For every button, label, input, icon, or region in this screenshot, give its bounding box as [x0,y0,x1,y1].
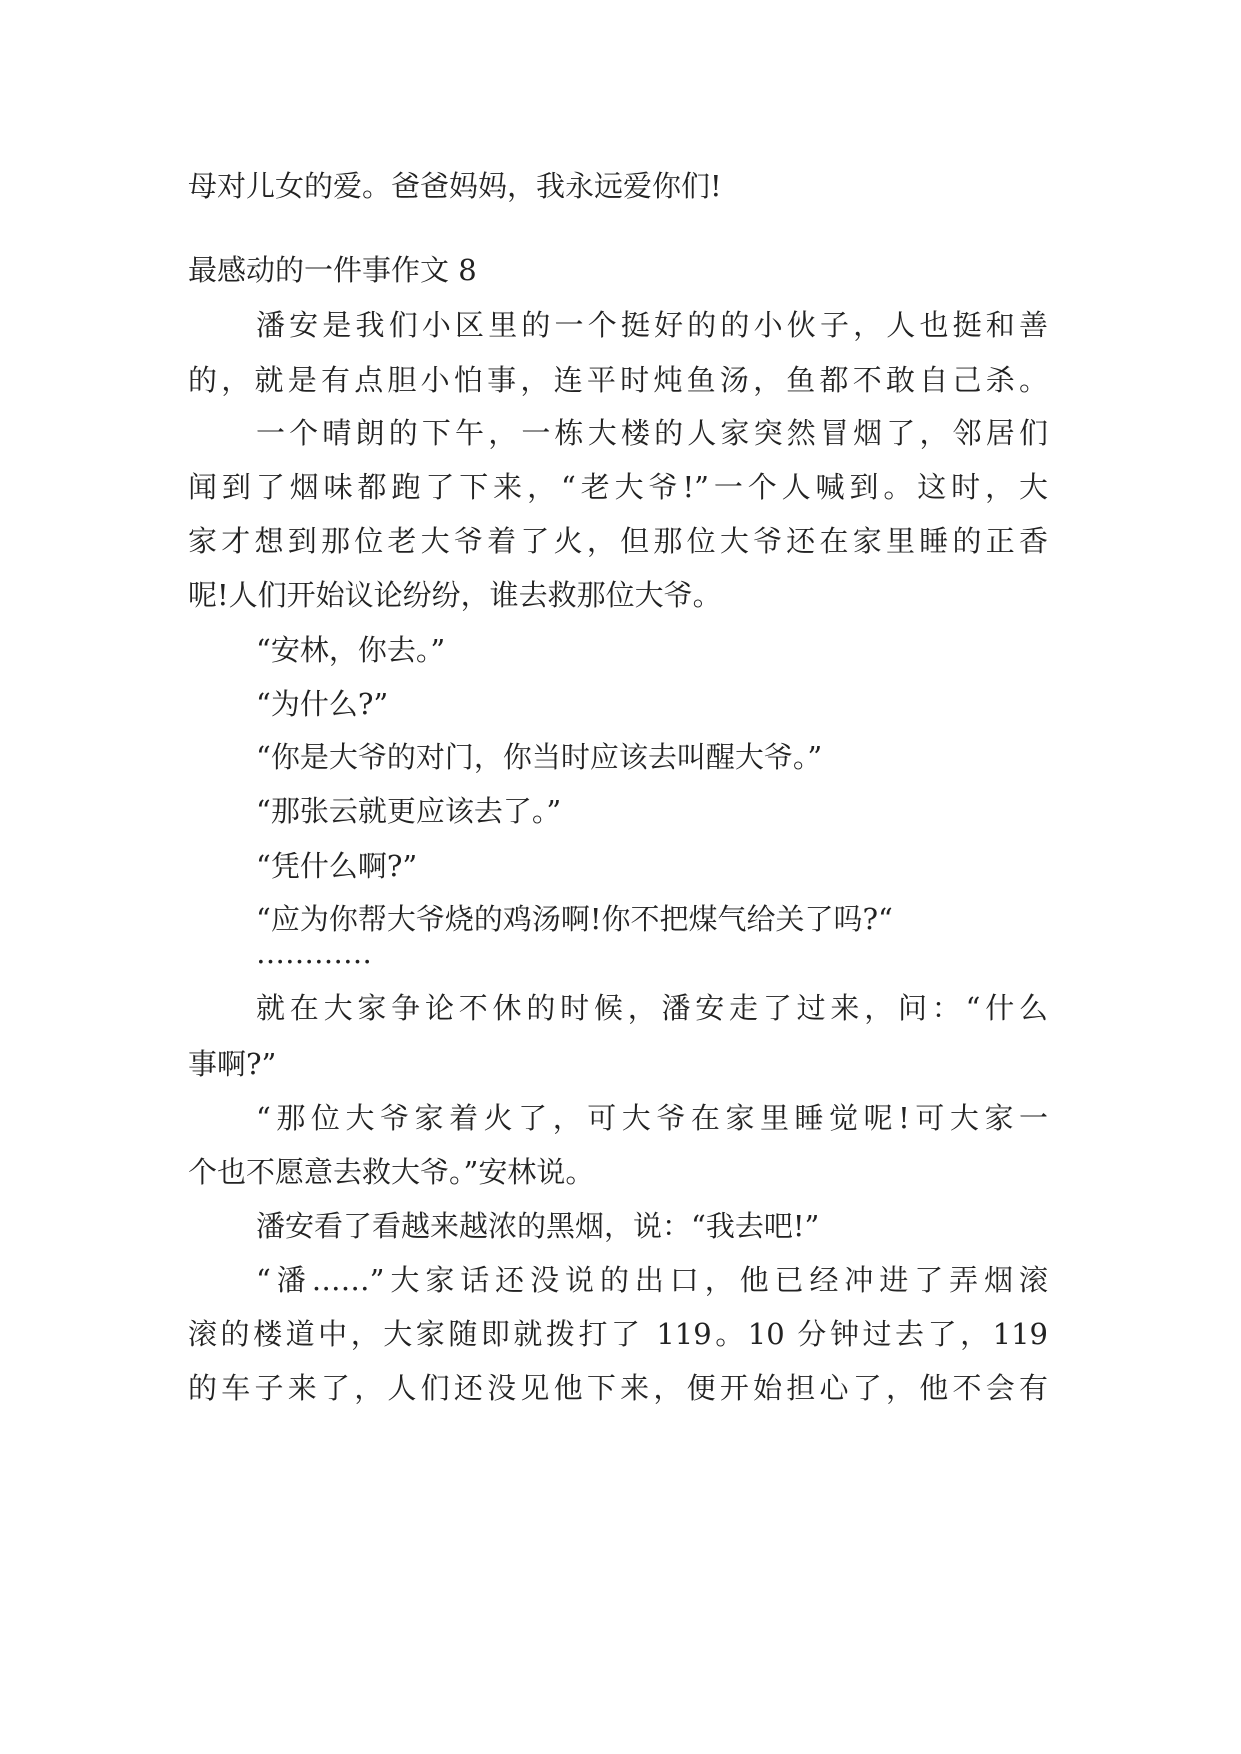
text-line: 的，就是有点胆小怕事，连平时炖鱼汤，鱼都不敢自己杀。 [188,363,1048,397]
text-line: 滚的楼道中，大家随即就拨打了 119。10 分钟过去了，119 [188,1317,1048,1351]
text-line: 家才想到那位老大爷着了火，但那位大爷还在家里睡的正香 [188,524,1048,558]
text-line: “凭什么啊?” [256,849,418,883]
text-line: 母对儿女的爱。爸爸妈妈，我永远爱你们! [188,169,722,203]
text-line: 潘安是我们小区里的一个挺好的的小伙子，人也挺和善 [256,308,1048,342]
text-line: “为什么?” [256,687,389,721]
text-line: 个也不愿意去救大爷。”安林说。 [188,1155,595,1189]
text-line: “应为你帮大爷烧的鸡汤啊!你不把煤气给关了吗?“ [256,902,893,936]
text-line: 闻到了烟味都跑了下来，“老大爷!”一个人喊到。这时，大 [188,470,1048,504]
text-line: 就在大家争论不休的时候，潘安走了过来，问：“什么 [256,991,1048,1025]
text-line: “那张云就更应该去了。” [256,794,562,828]
text-line: ………… [256,936,372,970]
text-line: 一个晴朗的下午，一栋大楼的人家突然冒烟了，邻居们 [256,416,1048,450]
section-heading: 最感动的一件事作文 8 [188,253,477,287]
text-line: 事啊?” [188,1047,277,1081]
text-line: 的车子来了，人们还没见他下来，便开始担心了，他不会有 [188,1371,1048,1405]
text-line: “安林，你去。” [256,633,446,667]
text-line: “潘……”大家话还没说的出口，他已经冲进了弄烟滚 [256,1263,1048,1297]
text-line: 潘安看了看越来越浓的黑烟，说：“我去吧!” [256,1209,820,1243]
text-line: “那位大爷家着火了，可大爷在家里睡觉呢!可大家一 [256,1101,1048,1135]
text-line: 呢!人们开始议论纷纷，谁去救那位大爷。 [188,578,722,612]
text-line: “你是大爷的对门，你当时应该去叫醒大爷。” [256,740,823,774]
